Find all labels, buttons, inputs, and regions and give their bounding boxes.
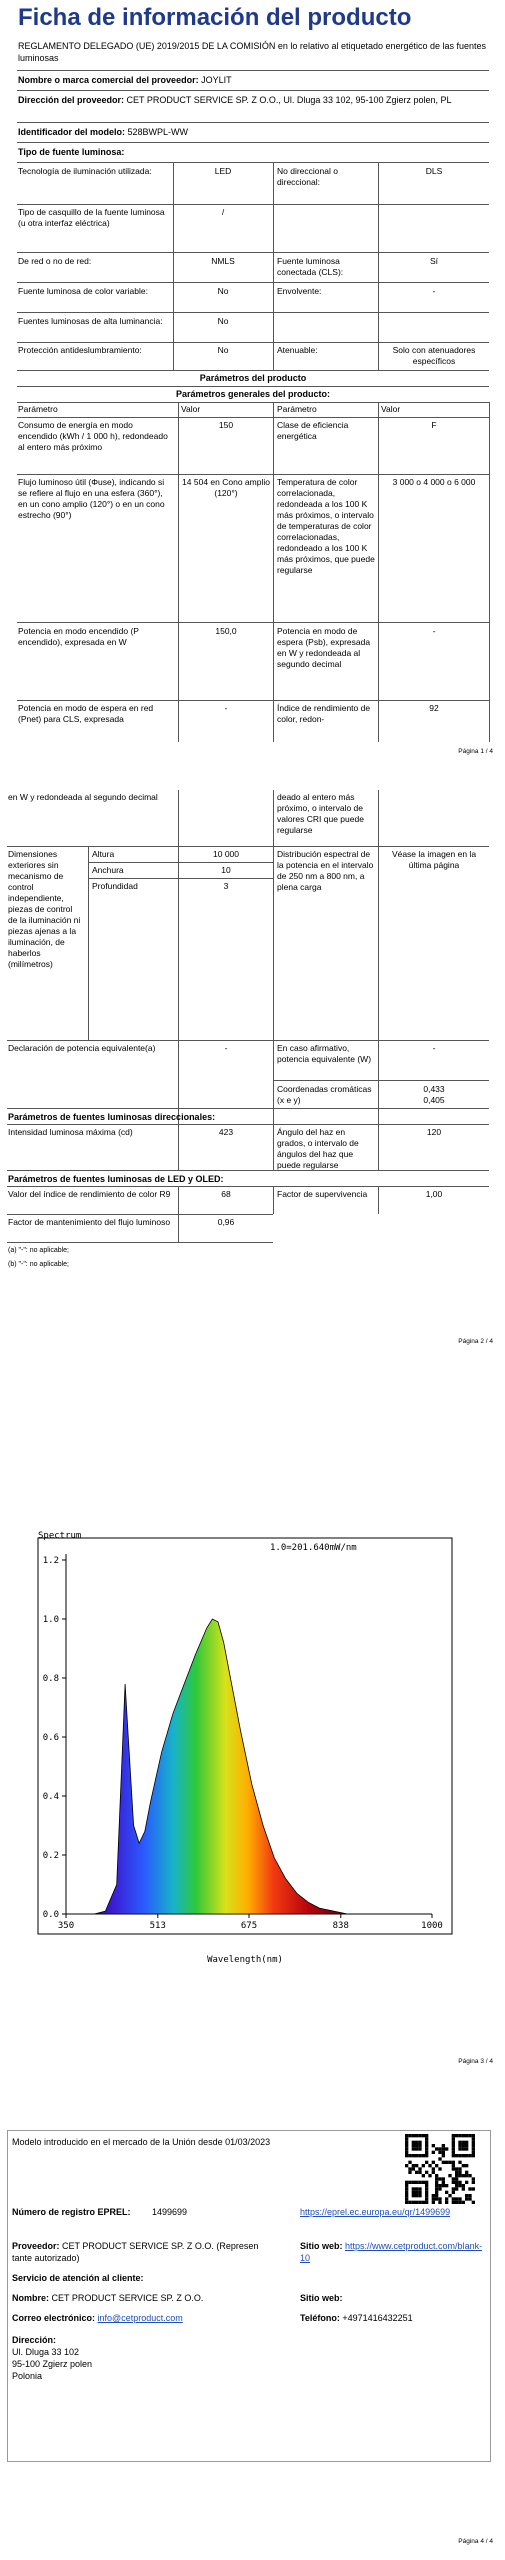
colour-tunable-label: Fuente luminosa de color variable:: [18, 286, 148, 296]
footnote-b: (b) "-": no aplicable;: [8, 1261, 69, 1268]
service-name-label: Nombre:: [12, 2293, 50, 2303]
y-tick-label: 0.4: [42, 1792, 59, 1802]
energy-label: Consumo de energía en modo encendido (kWh / 1 000 h), redondeado al entero más próximo: [18, 420, 168, 452]
spectral-label: Distribución espectral de la potencia en el intervalo de 250 nm a 800 nm, a plena carga: [277, 849, 374, 892]
params-product-header: Parámetros del producto: [199, 373, 307, 383]
cri-label-cont: deado al entero más próximo, o intervalo de valores CRI que puede regularse: [277, 792, 364, 835]
directional-value: DLS: [425, 166, 443, 176]
website-label: Sitio web:: [300, 2241, 343, 2251]
website-row: [300, 2240, 490, 2264]
dim-height-value: 10 000: [213, 849, 239, 859]
r9-value: 68: [221, 1189, 231, 1199]
cls-label: Fuente luminosa conectada (CLS):: [277, 256, 344, 277]
cri-label: Índice de rendimiento de color, redon-: [277, 703, 371, 724]
params-general-header: Parámetros generales del producto:: [175, 389, 331, 399]
page-number-4: Página 4 / 4: [458, 2538, 493, 2545]
envelope-label: Envolvente:: [277, 286, 322, 296]
equivalent-watts-label: En caso afirmativo, potencia equivalente (W): [277, 1043, 372, 1064]
dim-depth-label: Profundidad: [92, 881, 138, 891]
phone-value: +4971416432251: [342, 2313, 413, 2323]
survival-value: 1,00: [425, 1189, 443, 1199]
equivalent-watts-value: -: [432, 1043, 436, 1053]
dimmable-label: Atenuable:: [277, 345, 318, 355]
market-intro: Modelo introducido en el mercado de la Unión desde 01/03/2023: [12, 2137, 271, 2147]
spectrum-chart: [0, 1530, 505, 2010]
eprel-label: Número de registro EPREL:: [12, 2207, 131, 2217]
r9-label: Valor del índice de rendimiento de color R9: [8, 1189, 171, 1199]
page-1: [0, 0, 505, 760]
chromaticity-label: Coordenadas cromáticas (x e y): [277, 1084, 372, 1105]
efficiency-class-value: F: [431, 420, 437, 430]
page-number-2: Página 2 / 4: [458, 1338, 493, 1345]
x-tick-label: 513: [149, 1921, 166, 1931]
flux-value: 14 504 en Cono amplio (120°): [182, 477, 270, 498]
provider-value: CET PRODUCT SERVICE SP. Z O.O. (Represen tante autorizado): [12, 2241, 259, 2263]
mains-value: NMLS: [211, 256, 235, 266]
envelope-value: -: [432, 286, 436, 296]
y-tick-label: 1.0: [42, 1615, 59, 1625]
high-luminance-label: Fuentes luminosas de alta luminancia:: [18, 316, 163, 326]
y-tick-label: 1.2: [42, 1556, 59, 1566]
cct-value: 3 000 o 4 000 o 6 000: [392, 477, 476, 487]
service-name-row: [12, 2292, 203, 2304]
col-param-2: Parámetro: [277, 404, 317, 414]
equivalent-power-label: Declaración de potencia equivalente(a): [8, 1043, 156, 1053]
service-name-value: CET PRODUCT SERVICE SP. Z O.O.: [51, 2293, 204, 2303]
email-link[interactable]: info@cetproduct.com: [97, 2313, 183, 2323]
model-row: [18, 126, 188, 138]
y-tick-label: 0.2: [42, 1851, 59, 1861]
provider-label: Proveedor:: [12, 2241, 60, 2251]
address-label: Dirección:: [12, 2335, 57, 2345]
x-tick-label: 675: [240, 1921, 258, 1931]
phone-row: [300, 2312, 413, 2324]
service-website-label: Sitio web:: [300, 2293, 343, 2303]
dim-width-label: Anchura: [92, 865, 124, 875]
directional-header: Parámetros de fuentes luminosas direccionales:: [8, 1112, 216, 1122]
spectrum-label: Spectrum: [38, 1531, 82, 1541]
qr-code[interactable]: [405, 2134, 475, 2204]
supplier-address-value: CET PRODUCT SERVICE SP. Z O.O., Ul. Dluga 33 102, 95-100 Zgierz polen, PL: [126, 95, 452, 105]
dimensions-label: Dimensiones exteriores sin mecanismo de control independiente, piezas de control de la iluminación ni piezas ajenas a la iluminación, de haberlos (milímetros): [8, 849, 81, 969]
model-value: 528BWPL-WW: [127, 127, 189, 137]
peak-annotation: 1.0=201.640mW/nm: [270, 1543, 357, 1553]
y-tick-label: 0.8: [42, 1674, 59, 1684]
efficiency-class-label: Clase de eficiencia energética: [277, 420, 349, 441]
cri-value: 92: [429, 703, 439, 713]
address-line-1: Ul. Dluga 33 102: [12, 2347, 80, 2357]
service-label: Servicio de atención al cliente:: [12, 2273, 144, 2283]
tech-value: LED: [214, 166, 232, 176]
net-standby-label-cont: en W y redondeada al segundo decimal: [8, 792, 158, 802]
model-label: Identificador del modelo:: [18, 127, 126, 137]
x-tick-label: 1000: [421, 1921, 443, 1931]
on-power-label: Potencia en modo encendido (P encendido), expresada en W: [18, 626, 139, 647]
email-label: Correo electrónico:: [12, 2313, 96, 2323]
cls-value: Sí: [429, 256, 439, 266]
energy-value: 150: [218, 420, 234, 430]
cap-value: /: [221, 207, 225, 217]
supplier-name-value: JOYLIT: [201, 75, 232, 85]
x-tick-label: 350: [57, 1921, 75, 1931]
directional-label: No direccional o direccional:: [277, 166, 338, 187]
high-luminance-value: No: [217, 316, 229, 326]
dim-depth-value: 3: [223, 881, 229, 891]
maintenance-value: 0,96: [217, 1217, 235, 1227]
footnote-a: (a) "-": no aplicable;: [8, 1247, 69, 1254]
page-3: [0, 1400, 505, 2100]
dim-height-label: Altura: [92, 849, 115, 859]
anti-glare-label: Protección antideslumbramiento:: [18, 345, 142, 355]
email-row: [12, 2312, 183, 2324]
mains-label: De red o no de red:: [18, 256, 92, 266]
y-tick-label: 0.6: [42, 1733, 59, 1743]
page-number-3: Página 3 / 4: [458, 2058, 493, 2065]
dimmable-value: Solo con atenuadores específicos: [392, 345, 476, 366]
cct-label: Temperatura de color correlacionada, redondeada a los 100 K más próximos, o intervalo de temperaturas de color correlacionadas, redondeado a los 100 K más próximos, que puede regularse: [277, 477, 375, 575]
page-4: [0, 2130, 505, 2560]
anti-glare-value: No: [217, 345, 229, 355]
col-param-1: Parámetro: [18, 404, 58, 414]
eprel-value: 1499699: [152, 2207, 188, 2217]
address-line-2: 95-100 Zgierz polen: [12, 2359, 93, 2369]
provider-row: [12, 2240, 262, 2264]
x-axis-label: Wavelength(nm): [207, 1955, 283, 1965]
dim-width-value: 10: [221, 865, 231, 875]
maintenance-label: Factor de mantenimiento del flujo luminoso: [8, 1217, 171, 1227]
beam-angle-label: Ángulo del haz en grados, o intervalo de ángulos del haz que puede regularse: [277, 1127, 359, 1170]
net-standby-label: Potencia en modo de espera en red (Pnet) para CLS, expresada: [18, 703, 154, 724]
website-link[interactable]: https://www.cetproduct.com/blank-10: [300, 2241, 483, 2263]
net-standby-value: -: [224, 703, 228, 713]
regulation-text: REGLAMENTO DELEGADO (UE) 2019/2015 DE LA COMISIÓN en lo relativo al etiquetado energético de las fuentes luminosas: [18, 41, 487, 63]
peak-intensity-value: 423: [218, 1127, 234, 1137]
on-power-value: 150,0: [215, 626, 237, 636]
page-number-1: Página 1 / 4: [458, 748, 493, 755]
beam-angle-value: 120: [426, 1127, 442, 1137]
y-tick-label: 0.0: [42, 1910, 59, 1920]
led-header: Parámetros de fuentes luminosas de LED y OLED:: [8, 1174, 224, 1184]
equivalent-power-value: -: [224, 1043, 228, 1053]
flux-label: Flujo luminoso útil (Φuse), indicando si se refiere al flujo en una esfera (360°), en un cono amplio (120°) o en un cono estrecho (90°): [18, 477, 165, 520]
col-value-1: Valor: [181, 404, 201, 414]
supplier-address-label: Dirección del proveedor:: [18, 95, 125, 105]
col-value-2: Valor: [381, 404, 401, 414]
page-2: [0, 790, 505, 1350]
spectral-value: Véase la imagen en la última página: [391, 849, 477, 870]
standby-label: Potencia en modo de espera (Psb), expresada en W y redondeada al segundo decimal: [277, 626, 371, 669]
standby-value: -: [432, 626, 436, 636]
peak-intensity-label: Intensidad luminosa máxima (cd): [8, 1127, 133, 1137]
chromaticity-value: 0,433 0,405: [423, 1084, 445, 1105]
survival-label: Factor de supervivencia: [277, 1189, 368, 1199]
cap-label: Tipo de casquillo de la fuente luminosa (u otra interfaz eléctrica): [18, 207, 165, 228]
supplier-address-row: [18, 94, 488, 106]
source-type-label: Tipo de fuente luminosa:: [18, 147, 125, 157]
tech-label: Tecnología de iluminación utilizada:: [18, 166, 152, 176]
page-title: Ficha de información del producto: [18, 4, 412, 31]
address-line-3: Polonia: [12, 2371, 43, 2381]
spectrum-area: [66, 1619, 432, 1914]
supplier-name-row: [18, 74, 232, 86]
supplier-name-label: Nombre o marca comercial del proveedor:: [18, 75, 199, 85]
phone-label: Teléfono:: [300, 2313, 340, 2323]
x-tick-label: 838: [332, 1921, 349, 1931]
colour-tunable-value: No: [217, 286, 229, 296]
eprel-link[interactable]: https://eprel.ec.europa.eu/qr/1499699: [300, 2207, 451, 2217]
